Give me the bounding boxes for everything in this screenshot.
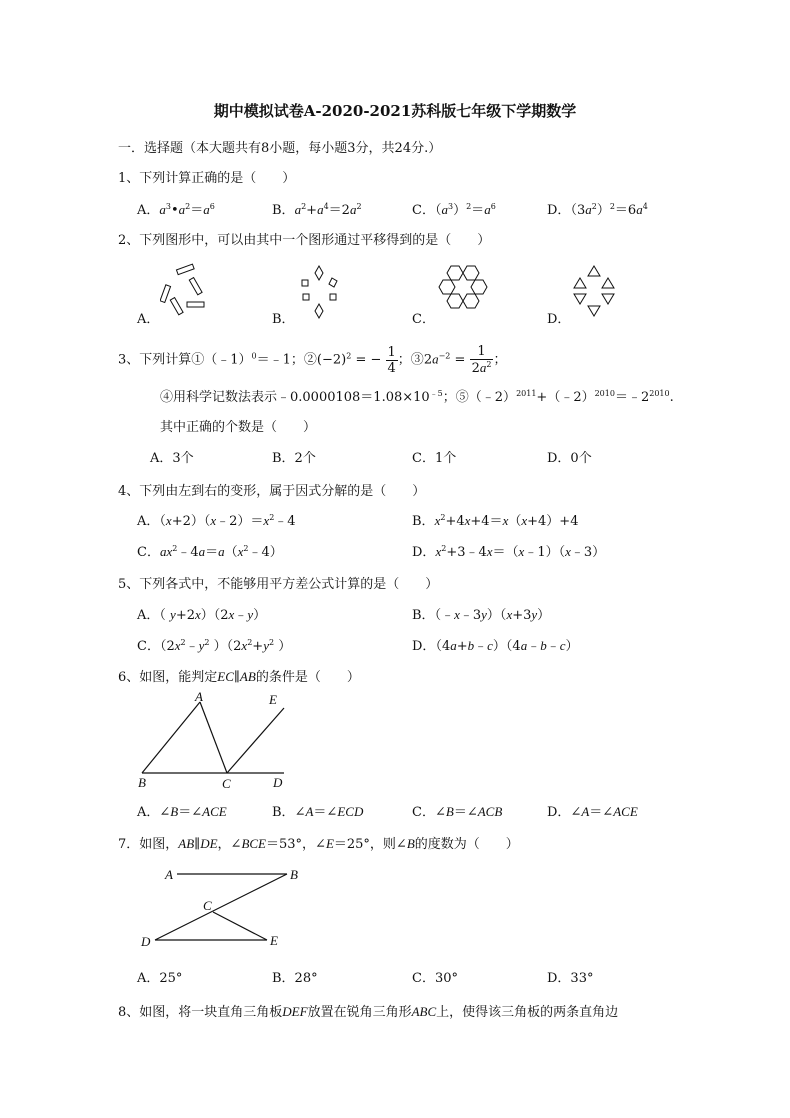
q2-figure-c [437, 262, 491, 320]
q6-stem: 6、如图，能判定EC∥AB的条件是（ ） [118, 669, 360, 685]
q2-option-b-label: B． [272, 312, 295, 327]
q3-option-b: B．2个 [272, 451, 316, 466]
q6-option-b: B．∠A＝∠ECD [272, 804, 364, 820]
q2-figure-a [160, 262, 210, 320]
q3-option-c: C．1个 [412, 451, 457, 466]
q5-stem: 5、下列各式中，不能够用平方差公式计算的是（ ） [118, 577, 439, 592]
section-heading: 一．选择题（本大题共有8小题，每小题3分，共24分.） [118, 141, 442, 156]
q6-option-a: A．∠B＝∠ACE [137, 804, 227, 820]
q7-label-c: C [203, 898, 212, 913]
q4-option-d: D．$x^2+3﹣4x=(x﹣1)(x﹣3)$ [412, 544, 606, 560]
q3-line-3: 其中正确的个数是（ ） [160, 420, 317, 435]
q6-label-b: B [138, 775, 146, 790]
q7-label-b: B [290, 867, 298, 882]
q5-option-a: A．（ y+2x）（2x﹣y） [137, 607, 267, 623]
q7-label-e: E [270, 933, 278, 948]
q3-option-a: A．3个 [150, 451, 194, 466]
q1-option-d: D．$(3a^2)^2=6a^4$ [547, 202, 648, 218]
q4-option-c: C．$ax^2﹣4a=a(x^2﹣4)$ [137, 544, 283, 560]
q6-label-a: A [195, 689, 203, 704]
q7-option-c: C．30° [412, 971, 458, 986]
q7-label-a: A [165, 867, 173, 882]
q5-option-c: C．（$2x^2﹣y^2$ ）（$2x^2+y^2$ ） [137, 638, 292, 654]
q4-option-b: B．$x^2+4x+4=x(x+4)+4$ [412, 513, 579, 529]
q2-option-c-label: C． [412, 312, 435, 327]
q4-stem: 4、下列由左到右的变形，属于因式分解的是（ ） [118, 484, 426, 499]
q6-label-d: D [273, 775, 283, 790]
q7-option-d: D．33° [547, 971, 594, 986]
q8-stem: 8、如图，将一块直角三角板DEF放置在锐角三角形ABC上，使得该三角板的两条直角边 [118, 1004, 619, 1020]
q7-figure [137, 862, 307, 954]
q2-stem: 2、下列图形中，可以由其中一个图形通过平移得到的是（ ） [118, 233, 491, 248]
q2-option-a-label: A． [137, 312, 160, 327]
fraction-one-quarter: $\frac{1}{4}$ [387, 344, 396, 376]
q7-stem: 7．如图，AB∥DE，∠BCE＝53°，∠E＝25°，则∠B的度数为（ ） [118, 836, 519, 852]
q6-figure [134, 688, 294, 792]
q4-option-a: A．$(x+2)(x﹣2)=x^2﹣4$ [137, 513, 296, 529]
page-title: 期中模拟试卷A-2020-2021苏科版七年级下学期数学 [213, 102, 577, 120]
q6-option-c: C．∠B＝∠ACB [412, 804, 503, 820]
q3-line-1: 3、下列计算①（﹣1）$^0$＝﹣1；$②(-2)^2$ = − $\frac{1}{4}$ ；$③2a^{-2}$ = $\frac{1}{2a^2}$ ； [118, 344, 507, 376]
q6-label-e: E [269, 692, 277, 707]
q2-figure-d [570, 262, 620, 320]
q5-option-b: B．（﹣x﹣3y）（x+3y） [412, 607, 551, 623]
q1-stem: 1、下列计算正确的是（ ） [118, 171, 296, 186]
q1-option-c: C．$(a^3)^2=a^6$ [412, 202, 496, 218]
q5-option-d: D．（4a+b﹣c）（4a﹣b﹣c） [412, 638, 579, 654]
q7-label-d: D [141, 934, 151, 949]
q1-option-b: B．$a^2+a^4=2a^2$ [272, 202, 362, 218]
fraction-one-over-2a-squared: $\frac{1}{2a^2}$ [471, 344, 492, 376]
q3-line-2: ④用科学记数法表示$﹣0.0000108=1.08\times 10^{﹣5}$；$⑤(﹣2)^{2011}+(﹣2)^{2010}=﹣2^{2010}$. [160, 389, 674, 405]
q2-option-d-label: D． [547, 312, 571, 327]
q3-option-d: D．0个 [547, 451, 592, 466]
q7-option-b: B．28° [272, 971, 318, 986]
q1-option-a: A．$a^3•a^2=a^6$ [137, 202, 215, 218]
q6-option-d: D．∠A＝∠ACE [547, 804, 638, 820]
q6-label-c: C [222, 776, 231, 791]
q7-option-a: A．25° [137, 971, 183, 986]
q2-figure-b [295, 262, 345, 320]
